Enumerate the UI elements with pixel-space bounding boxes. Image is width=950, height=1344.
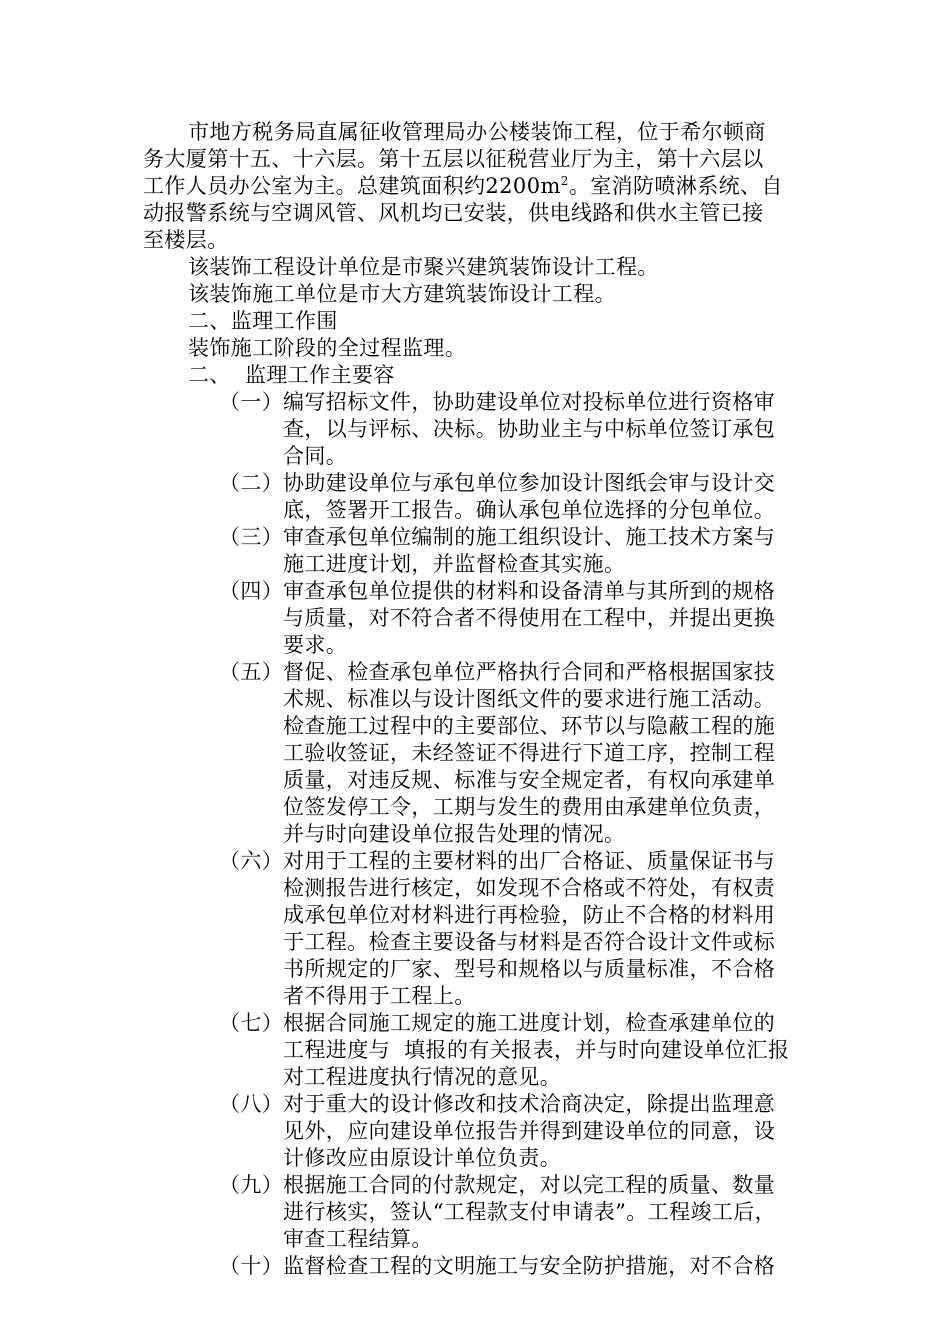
item-6-label: （六）: [219, 849, 284, 873]
item-6-line-6: 者不得用于工程上。: [283, 984, 476, 1008]
item-5-line-4: 工验收签证，未经签证不得进行下道工序，控制工程: [283, 741, 776, 765]
item-1-line-3: 合同。: [283, 444, 348, 468]
item-4-line-2: 与质量，对不符合者不得使用在工程中，并提出更换: [283, 606, 776, 630]
item-6-line-3: 成承包单位对材料进行再检验，防止不合格的材料用: [283, 903, 776, 927]
item-10-label: （十）: [219, 1254, 284, 1278]
item-4-line-3: 要求。: [283, 633, 348, 657]
item-6-line-5: 书所规定的厂家、型号和规格以与质量标准，不合格: [283, 957, 776, 981]
scope-heading: 二、监理工作围: [188, 309, 338, 333]
item-2-line-1: 协助建设单位与承包单位参加设计图纸会审与设计交: [283, 471, 776, 495]
intro-line-4: 动报警系统与空调风管、风机均已安装，供电线路和供水主管已接: [143, 201, 764, 225]
item-9-line-2: 进行核实，签认“工程款支付申请表”。工程竣工后，: [283, 1200, 777, 1224]
item-7-line-2: 工程进度与 填报的有关报表，并与时向建设单位汇报: [283, 1038, 790, 1062]
intro-line-3-tail: 。室消防喷淋系统、自: [568, 174, 783, 198]
item-5-line-7: 并与时向建设单位报告处理的情况。: [283, 822, 626, 846]
item-10-line-1: 监督检查工程的文明施工与安全防护措施，对不合格: [283, 1254, 776, 1278]
item-8-line-2: 见外，应向建设单位报告并得到建设单位的同意，设: [283, 1119, 776, 1143]
item-3-line-2: 施工进度计划，并监督检查其实施。: [283, 552, 626, 576]
item-6-line-2: 检测报告进行核定，如发现不合格或不符处，有权责: [283, 876, 776, 900]
item-1-line-2: 查，以与评标、决标。协助业主与中标单位签订承包: [283, 417, 776, 441]
item-7-line-3: 对工程进度执行情况的意见。: [283, 1065, 562, 1089]
item-3-label: （三）: [219, 525, 284, 549]
item-7-line-1: 根据合同施工规定的施工进度计划，检查承建单位的: [283, 1011, 776, 1035]
item-6-line-1: 对用于工程的主要材料的出厂合格证、质量保证书与: [283, 849, 776, 873]
design-unit-text: 该装饰工程设计单位是市聚兴建筑装饰设计工程。: [188, 255, 659, 279]
item-6-line-4: 于工程。检查主要设备与材料是否符合设计文件或标: [283, 930, 776, 954]
item-8-line-3: 计修改应由原设计单位负责。: [283, 1146, 562, 1170]
area-superscript: 2: [560, 174, 569, 188]
intro-line-1: 市地方税务局直属征收管理局办公楼装饰工程，位于希尔顿商: [188, 120, 766, 144]
item-5-line-6: 位签发停工令，工期与发生的费用由承建单位负责，: [283, 795, 776, 819]
item-5-line-3: 检查施工过程中的主要部位、环节以与隐蔽工程的施: [283, 714, 776, 738]
item-7-label: （七）: [219, 1011, 284, 1035]
item-9-label: （九）: [219, 1173, 284, 1197]
item-8-label: （八）: [219, 1092, 284, 1116]
item-5-line-2: 术规、标准以与设计图纸文件的要求进行施工活动。: [283, 687, 776, 711]
intro-line-3: [143, 172, 783, 200]
intro-line-5: 至楼层。: [143, 228, 229, 252]
area-value: 2200m: [485, 174, 561, 198]
intro-line-2: 务大厦第十五、十六层。第十五层以征税营业厅为主，第十六层以: [143, 147, 764, 171]
item-9-line-1: 根据施工合同的付款规定，对以完工程的质量、数量: [283, 1173, 776, 1197]
item-2-line-2: 底，签署开工报告。确认承包单位选择的分包单位。: [283, 498, 776, 522]
item-5-line-1: 督促、检查承包单位严格执行合同和严格根据国家技: [283, 660, 776, 684]
item-4-line-1: 审查承包单位提供的材料和设备清单与其所到的规格: [283, 579, 776, 603]
scope-text: 装饰施工阶段的全过程监理。: [188, 336, 467, 360]
intro-line-3-text: 工作人员办公室为主。总建筑面积约: [143, 174, 486, 198]
item-2-label: （二）: [219, 471, 284, 495]
content-heading: 二、 监理工作主要容: [188, 363, 395, 387]
item-1-line-1: 编写招标文件，协助建设单位对投标单位进行资格审: [283, 390, 776, 414]
item-3-line-1: 审查承包单位编制的施工组织设计、施工技术方案与: [283, 525, 776, 549]
item-9-line-3: 审查工程结算。: [283, 1227, 433, 1251]
item-8-line-1: 对于重大的设计修改和技术洽商决定，除提出监理意: [283, 1092, 776, 1116]
item-5-label: （五）: [219, 660, 284, 684]
item-4-label: （四）: [219, 579, 284, 603]
construction-unit-text: 该装饰施工单位是市大方建筑装饰设计工程。: [188, 282, 616, 306]
item-1-label: （一）: [219, 390, 284, 414]
item-5-line-5: 质量，对违反规、标准与安全规定者，有权向承建单: [283, 768, 776, 792]
